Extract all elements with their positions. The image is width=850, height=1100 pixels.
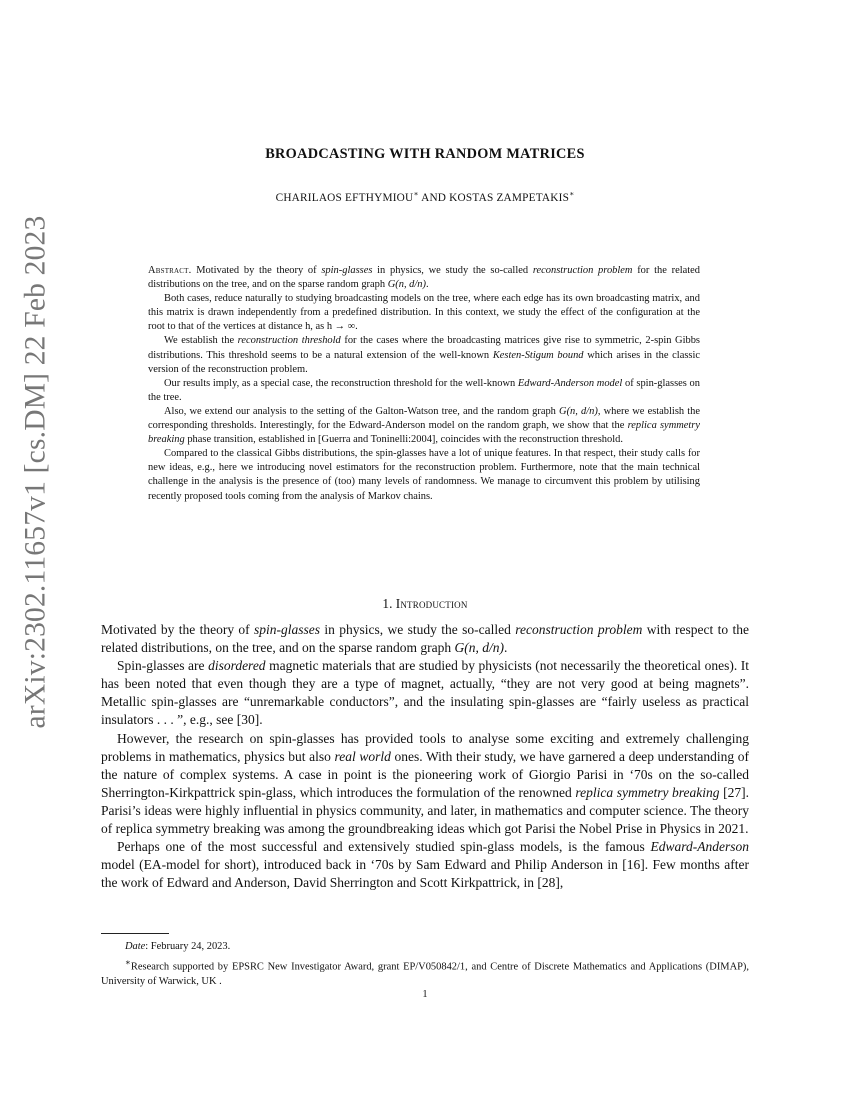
section-heading bbox=[0, 596, 850, 612]
abstract-paragraph-5: Also, we extend our analysis to the setting of the Galton-Watson tree, and the random graph G(n, d/n), where we establish the corresponding thresholds. Interestingly, for the Edward-Anderson model on the random graph, we show that the replica symmetry breaking phase transition, established in [Guerra and Toninelli:2004], coincides with the reconstruction threshold. bbox=[148, 405, 701, 446]
abstract-label: Abstract. bbox=[148, 265, 192, 276]
footnote-rule bbox=[101, 933, 169, 934]
section-title: Introduction bbox=[395, 596, 468, 611]
body-paragraph-2: Spin-glasses are disordered magnetic materials that are studied by physicists (not necessarily the theoretical ones). It has been noted that even though they are a type of magnet, actually, “they are not very good at being magnets”. Metallic spin-glasses are “unremarkable conductors”, and the insulating spin-glasses are “fairly useless as practical insulators . . . ”, e.g., see [30]. bbox=[101, 658, 749, 728]
random-graph-math: G(n, d/n) bbox=[559, 405, 598, 417]
abstract-paragraph-4: Our results imply, as a special case, the reconstruction threshold for the well-known Edward-Anderson model of spin-glasses on the tree. bbox=[148, 377, 700, 403]
author-1: CHARILAOS EFTHYMIOU bbox=[275, 191, 414, 204]
abstract-paragraph-2: Both cases, reduce naturally to studying broadcasting models on the tree, where each edge has its own broadcasting matrix, and this matrix is drawn independently from a predefined distribution. In this context, we study the effect of the configuration at the root to that of the vertices at distance h, as h → ∞. bbox=[148, 293, 700, 333]
body-paragraph-4: Perhaps one of the most successful and extensively studied spin-glass models, is the famous Edward-Anderson model (EA-model for short), introduced back in ‘70s by Sam Edward and Philip Anderson in [16]. Few months after the work of Edward and Anderson, David Sherrington and Scott Kirkpattrick, in [28], bbox=[101, 839, 749, 891]
page-number: 1 bbox=[422, 989, 428, 1000]
author-2: AND KOSTAS ZAMPETAKIS bbox=[418, 191, 570, 204]
date-footnote: Date: February 24, 2023. bbox=[125, 941, 231, 952]
arxiv-identifier: arXiv:2302.11657v1 [cs.DM] 22 Feb 2023 bbox=[19, 215, 52, 729]
abstract-paragraph-1: Abstract. Motivated by the theory of spin-glasses in physics, we study the so-called reconstruction problem for the related distributions on the tree, and on the sparse random graph G(n, d/n). bbox=[148, 265, 700, 291]
author-1-footnote-mark: ∗ bbox=[413, 189, 419, 198]
paper-title: BROADCASTING WITH RANDOM MATRICES bbox=[265, 146, 585, 162]
body-text bbox=[101, 621, 749, 892]
abstract-paragraph-6: Compared to the classical Gibbs distributions, the spin-glasses have a lot of unique features. In that respect, their study calls for new ideas, e.g., here we introducing novel estimators for the reconstruction problem. Furthermore, note that the main technical challenge in the analysis is the presence of (too) many levels of randomness. We manage to circumvent this problem by utilising recently proposed tools coming from the analysis of Markov chains. bbox=[148, 448, 700, 502]
random-graph-math: G(n, d/n) bbox=[387, 279, 426, 291]
funding-footnote: ∗Research supported by EPSRC New Investigator Award, grant EP/V050842/1, and Centre of Discrete Mathematics and Applications (DIMAP), University of Warwick, UK . bbox=[101, 956, 749, 988]
section-number: 1. bbox=[382, 596, 393, 611]
abstract bbox=[148, 264, 700, 504]
body-paragraph-3: However, the research on spin-glasses has provided tools to analyse some exciting and extremely challenging problems in mathematics, physics but also real world ones. With their study, we have garnered a deep understanding of the nature of complex systems. A case in point is the pioneering work of Giorgio Parisi in ‘70s on the so-called Sherrington-Kirkpattrick spin-glass, which introduces the formulation of the renowned replica symmetry breaking [27]. Parisi’s ideas were highly influential in physics community, and later, in mathematics and computer science. The theory of replica symmetry breaking was among the groundbreaking ideas which got Parisi the Nobel Prise in Physics in 2021. bbox=[101, 730, 749, 837]
author-line bbox=[0, 189, 850, 204]
body-paragraph-1: Motivated by the theory of spin-glasses in physics, we study the so-called reconstruction problem with respect to the related distributions, on the tree, and on the sparse random graph G(n, d/n). bbox=[101, 622, 750, 656]
random-graph-math: G(n, d/n) bbox=[454, 640, 505, 656]
footnotes bbox=[101, 939, 749, 990]
abstract-paragraph-3: We establish the reconstruction threshold for the cases where the broadcasting matrices give rise to symmetric, 2-spin Gibbs distributions. This threshold seems to be a natural extension of the well-known Kesten-Stigum bound which arises in the classic version of the reconstruction problem. bbox=[148, 335, 700, 375]
author-2-footnote-mark: ∗ bbox=[569, 189, 575, 198]
